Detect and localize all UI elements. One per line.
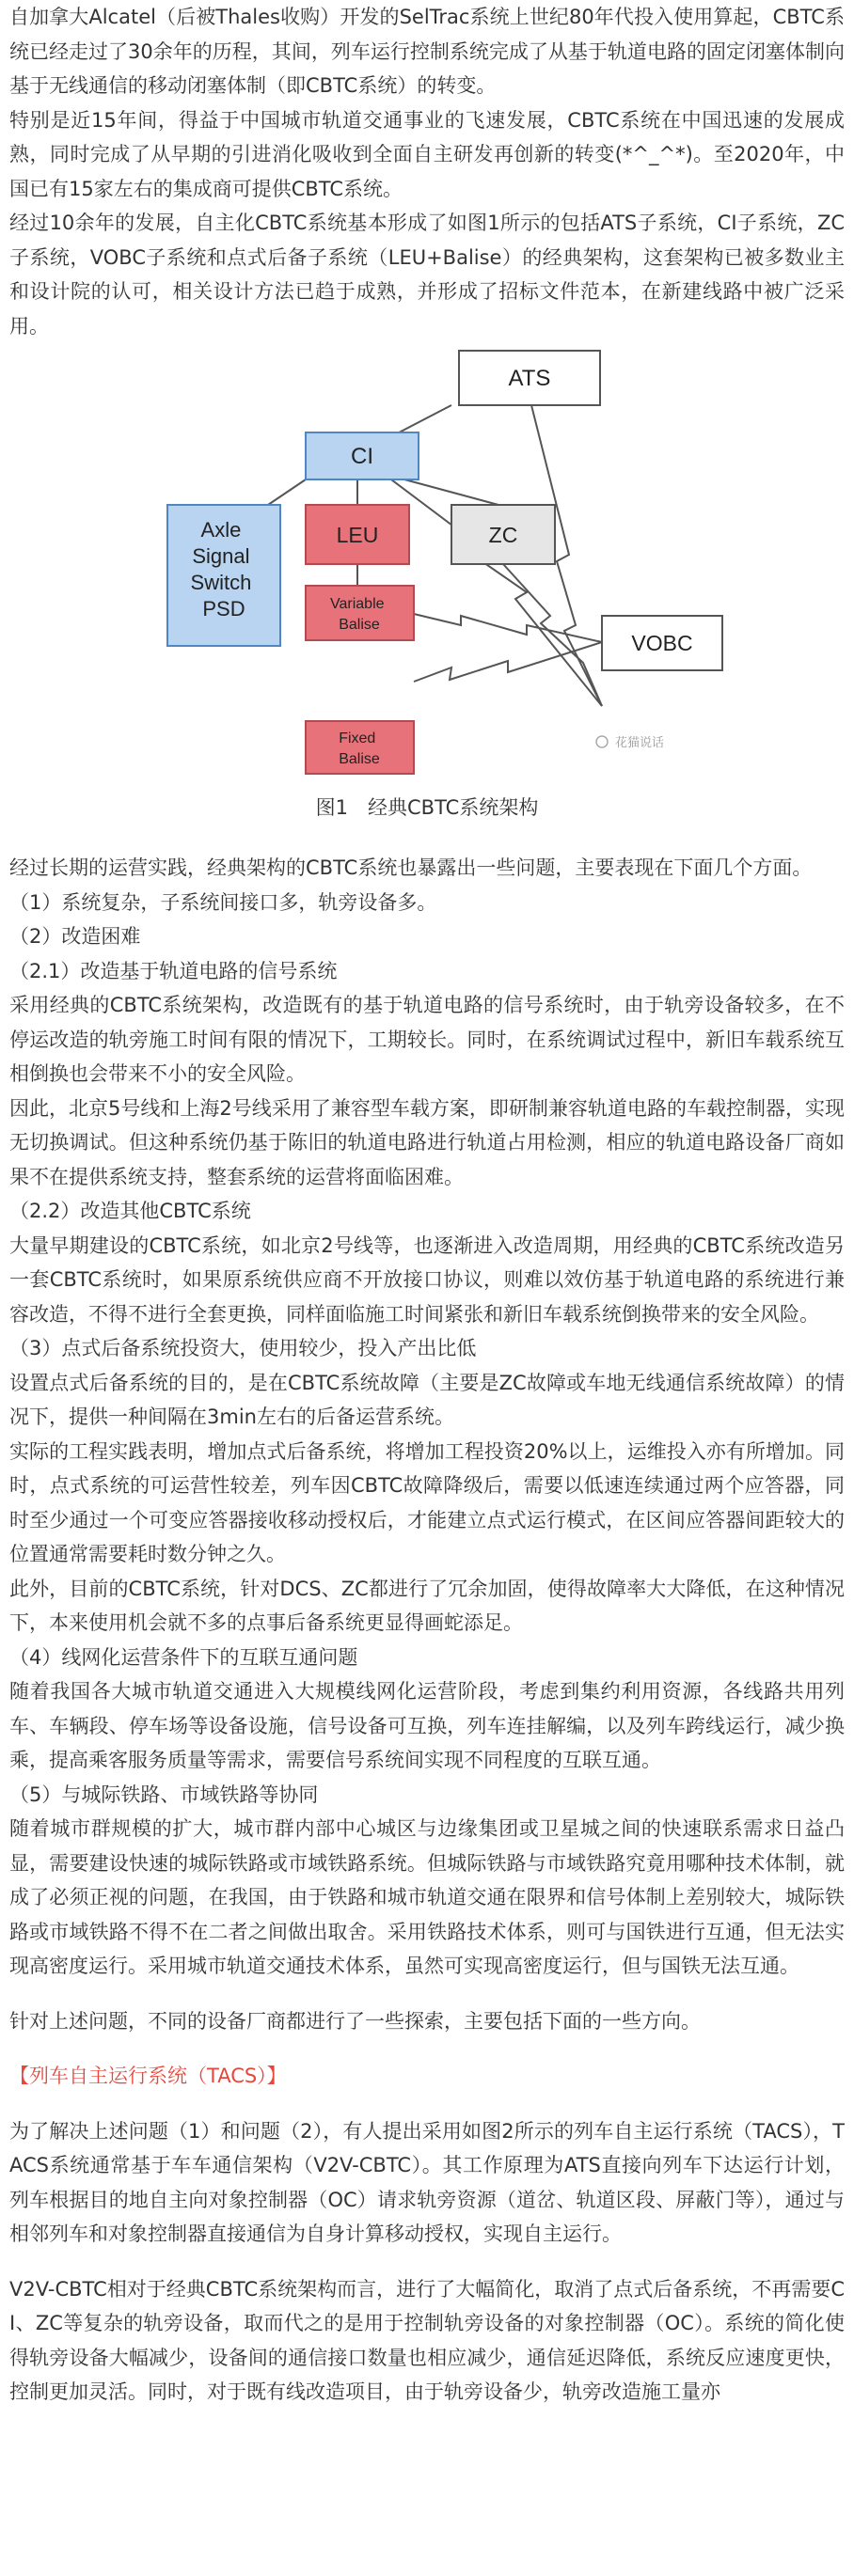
architecture-diagram [0,343,854,832]
paragraph-v2v-cbtc: V2V-CBTC相对于经典CBTC系统架构而言，进行了大幅简化，取消了点式后备系统，不再需要CI、ZC等复杂的轨旁设备，取而代之的是用于控制轨旁设备的对象控制器（OC）。系统的简化使得轨旁设备大幅减少，设备间的通信接口数量也相应减少，通信延迟降低，系统反应速度更快，控制更加灵活。同时，对于既有线改造项目，由于轨旁设备少，轨旁改造施工量亦 [9,2277,845,2403]
watermark-icon [596,736,608,747]
paragraph-classic-architecture: 经过10余年的发展，自主化CBTC系统基本形成了如图1所示的包括ATS子系统，CI子系统，ZC子系统，VOBC子系统和点式后备子系统（LEU+Balise）的经典架构，这套架构已被多数业主和设计院的认可，相关设计方法已趋于成熟，并形成了招标文件范本，在新建线路中被广泛采用。 [9,212,845,338]
ats-label: ATS [508,366,551,391]
paragraph-history: 自加拿大Alcatel（后被Thales收购）开发的SelTrac系统上世纪80年代投入使用算起，CBTC系统已经走过了30余年的历程，其间，列车运行控制系统完成了从基于轨道电路的固定闭塞体制向基于无线通信的移动闭塞体制（即CBTC系统）的转变。 [9,6,845,97]
watermark [596,736,664,750]
paragraph-transition: 针对上述问题，不同的设备厂商都进行了一些探索，主要包括下面的一些方向。 [9,2009,701,2033]
ci-label: CI [351,444,373,469]
paragraph-problem-2-2-body: 大量早期建设的CBTC系统，如北京2号线等，也逐渐进入改造周期，用经典的CBTC系统改造另一套CBTC系统时，如果原系统供应商不开放接口协议，则难以效仿基于轨道电路的系统进行兼容改造，不得不进行全套更换，同样面临施工时间紧张和新旧车载系统倒换带来的安全风险。 [9,1233,845,1326]
intro-section [9,0,845,343]
paragraph-problem-5: （5）与城际铁路、市域铁路等协同 [9,1783,319,1806]
section-heading-tacs: 【列车自主运行系统（TACS）】 [9,2065,287,2087]
paragraph-problem-2-1-body: 采用经典的CBTC系统架构，改造既有的基于轨道电路的信号系统时，由于轨旁设备较多，在不停运改造的轨旁施工时间有限的情况下，工期较长。同时，在系统调试过程中，新旧车载系统互相倒换也会带来不小的安全风险。 [9,994,845,1085]
paragraph-problem-3-redundancy: 此外，目前的CBTC系统，针对DCS、ZC都进行了冗余加固，使得故障率大大降低，在这种情况下，本来使用机会就不多的点事后备系统更显得画蛇添足。 [9,1577,845,1634]
paragraph-problem-2-1-beijing: 因此，北京5号线和上海2号线采用了兼容型车载方案，即研制兼容轨道电路的车载控制器，实现无切换调试。但这种系统仍基于陈旧的轨道电路进行轨道占用检测，相应的轨道电路设备厂商如果不在提供系统支持，整套系统的运营将面临困难。 [9,1096,845,1188]
paragraph-development: 特别是近15年间，得益于中国城市轨道交通事业的飞速发展，CBTC系统在中国迅速的发展成熟，同时完成了从早期的引进消化吸收到全面自主研发再创新的转变(*^_^*)。至2020年，中国已有15家左右的集成商可提供CBTC系统。 [9,108,845,200]
paragraph-problem-4: （4）线网化运营条件下的互联互通问题 [9,1645,358,1669]
paragraph-problem-4-body: 随着我国各大城市轨道交通进入大规模线网化运营阶段，考虑到集约利用资源，各线路共用列车、车辆段、停车场等设备设施，信号设备可互换，列车连挂解编，以及列车跨线运行，减少换乘，提高乘客服务质量等需求，需要信号系统间实现不同程度的互联互通。 [9,1680,845,1771]
link-ci-vobc [357,454,602,706]
leu-label: LEU [336,523,379,547]
paragraph-problems-intro: 经过长期的运营实践，经典架构的CBTC系统也暴露出一些问题，主要表现在下面几个方面。 [9,856,813,879]
paragraph-problem-1: （1）系统复杂，子系统间接口多，轨旁设备多。 [9,890,437,914]
figure-classic-cbtc [0,343,854,851]
watermark-text: 花猫说话 [615,736,665,750]
fixed-balise-label: Fixed Balise [339,730,380,767]
paragraph-problem-2: （2）改造困难 [9,925,141,948]
paragraph-problem-2-1: （2.1）改造基于轨道电路的信号系统 [9,959,338,982]
paragraph-problem-3-purpose: 设置点式后备系统的目的，是在CBTC系统故障（主要是ZC故障或车地无线通信系统故障）的情况下，提供一种间隔在3min左右的后备运营系统。 [9,1371,845,1428]
variable-balise-label: Variable Balise [330,596,385,633]
paragraph-problem-5-body: 随着城市群规模的扩大，城市群内部中心城区与边缘集团或卫星城之间的快速联系需求日益凸显，需要建设快速的城际铁路或市域铁路系统。但城际铁路与市域铁路究竟用哪种技术体制，就成了必须正视的问题，在我国，由于铁路和城市轨道交通在限界和信号体制上差别较大，城际铁路或市域铁路不得不在二者之间做出取舍。采用铁路技术体系，则可与国铁进行互通，但无法实现高密度运行。采用城市轨道交通技术体系，虽然可实现高密度运行，但与国铁无法互通。 [9,1817,845,1977]
zc-label: ZC [488,523,518,547]
problems-section [9,851,845,1984]
paragraph-problem-3-practice: 实际的工程实践表明，增加点式后备系统，将增加工程投资20%以上，运维投入亦有所增加。同时，点式系统的可运营性较差，列车因CBTC故障降级后，需要以低速连续通过两个应答器，同时至少通过一个可变应答器接收移动授权后，才能建立点式运行模式，在区间应答器间距较大的位置通常需要耗时数分钟之久。 [9,1439,845,1565]
axle-label: Axle Signal Switch PSD [190,518,252,620]
paragraph-problem-2-2: （2.2）改造其他CBTC系统 [9,1200,251,1222]
tacs-section [9,2114,845,2410]
vobc-label: VOBC [631,631,693,655]
figure-caption: 图1 经典CBTC系统架构 [315,796,539,819]
paragraph-problem-3: （3）点式后备系统投资大，使用较少，投入产出比低 [9,1337,477,1359]
link-ci-axle [268,479,306,505]
paragraph-tacs-principle: 为了解决上述问题（1）和问题（2），有人提出采用如图2所示的列车自主运行系统（TACS），TACS系统通常基于车车通信架构（V2V-CBTC）。其工作原理为ATS直接向列车下达运行计划，列车根据目的地自主向对象控制器（OC）请求轨旁资源（道岔、轨道区段、屏蔽门等），通过与相邻列车和对象控制器直接通信为自身计算移动授权，实现自主运行。 [9,2119,845,2245]
